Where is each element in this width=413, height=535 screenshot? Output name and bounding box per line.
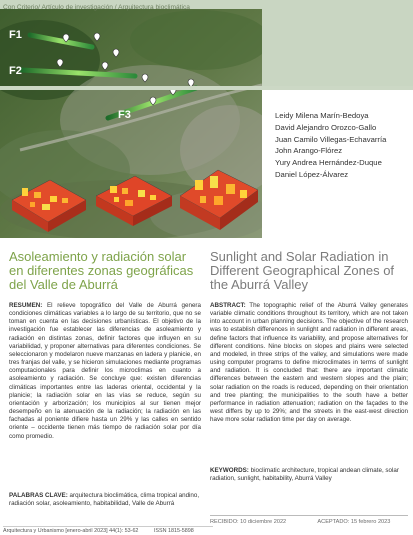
- header-rail: [0, 86, 413, 90]
- author-name: Juan Camilo Villegas-Echavarría: [275, 134, 387, 144]
- resumen-label: RESUMEN:: [9, 302, 43, 309]
- title-english: Sunlight and Solar Radiation in Different Geographical Zones of the Aburrá Valley: [210, 249, 395, 293]
- title-spanish: Asoleamiento y radiación solar en diferentes zonas geográficas del Valle de Aburrá: [9, 249, 194, 293]
- zone-label-f2: F2: [9, 65, 22, 77]
- keywords-english: [210, 467, 408, 483]
- zone-label-f1: F1: [9, 29, 22, 41]
- footer: [3, 528, 208, 534]
- submission-dates: [210, 519, 413, 525]
- zone-label-f3: F3: [118, 109, 131, 121]
- keywords-en-text: bioclimatic architecture, tropical andean climate, solar radiation, sunlight, habitability, Aburrá Valley: [210, 467, 399, 483]
- abstract-english: [210, 302, 408, 424]
- resumen-text: El relieve topográfico del Valle de Aburrá genera condiciones climáticas variables a lo largo de su territorio, que no se toman en cuenta en las decisiones urbanísticas. El objetivo de la investigación fue establecer las diferencias de asoleamiento y radiación en distintas zonas, definir factores que influyen en su variabilidad, y proponer alternativas para diferentes condiciones. Se seleccionaron y modelaron nueve manzanas en ladera y planicie, en tres franjas del valle, y se hicieron simulaciones mediante programas computacionales para definir los microclimas en cuanto a asoleamiento y radiación. Se concluye que: existen diferencias climáticas importantes entre las laderas oriental, occidental y la planicie; la radiación solar en las vías se reduce, según su orientación y arborización; los municipios al sur tienen mejor desempeño en la atenuación de la radiación; la radiación en las fachadas al poniente difiere hasta un 29% y las calles en sentido oriente – occidente tienen más tiempo de radiación solar por día como promedio.: [9, 302, 201, 440]
- accepted-date: ACEPTADO: 15 febrero 2023: [317, 519, 391, 525]
- aerial-map-figure: [0, 0, 262, 238]
- dates-divider: [210, 515, 408, 516]
- author-name: John Arango-Flórez: [275, 146, 343, 156]
- author-name: Leidy Milena Marín-Bedoya: [275, 111, 369, 120]
- footer-divider: [3, 526, 213, 527]
- keywords-es-text: arquitectura bioclimática, clima tropical andino, radiación solar, asoleamiento, habitabilidad, Valle de Aburrá: [9, 492, 200, 508]
- author-name: David Alejandro Orozco-Gallo: [275, 122, 377, 132]
- author-list: [275, 110, 411, 181]
- journal-citation: Arquitectura y Urbanismo [enero-abril 2023] 44(1): 53-62: [3, 528, 139, 534]
- issn: ISSN 1815-5898: [153, 528, 194, 534]
- keywords-en-label: KEYWORDS:: [210, 467, 249, 474]
- breadcrumb: Con Criterio/ Artículo de investigación / Arquitectura bioclimática: [3, 4, 190, 11]
- author-name: Yury Andrea Hernández-Duque: [275, 158, 382, 168]
- received-date: RECIBIDO: 10 diciembre 2022: [210, 519, 287, 525]
- keywords-es-label: PALABRAS CLAVE:: [9, 492, 68, 499]
- author-name: Daniel López-Álvarez: [275, 169, 349, 179]
- keywords-spanish: [9, 492, 201, 508]
- aerial-map-svg: [0, 0, 262, 238]
- abstract-spanish: [9, 302, 201, 441]
- abstract-text: The topographic relief of the Aburrá Valley generates variable climatic conditions throughout its territory, which are not taken into account in urban planning decisions. The objective of the research was to establish differences in sunlight and radiation in different areas, define factors that influence its variability, and propose alternatives for different conditions. Nine blocks on slopes and plains were selected and modeled, in three strips of the valley, and simulations were made using computer programs to define microclimates in terms of sunlight and radiation. It is concluded that: there are important climatic differences between the eastern and western slopes and the plain; solar radiation on the roads is reduced, depending on their orientation and tree planting; the municipalities to the south have a better performance in radiation attenuation; radiation on the façades to the west differs by up to 29%; and the streets in the east-west direction have more solar radiation time per day on average.: [210, 302, 409, 424]
- abstract-label: ABSTRACT:: [210, 302, 246, 309]
